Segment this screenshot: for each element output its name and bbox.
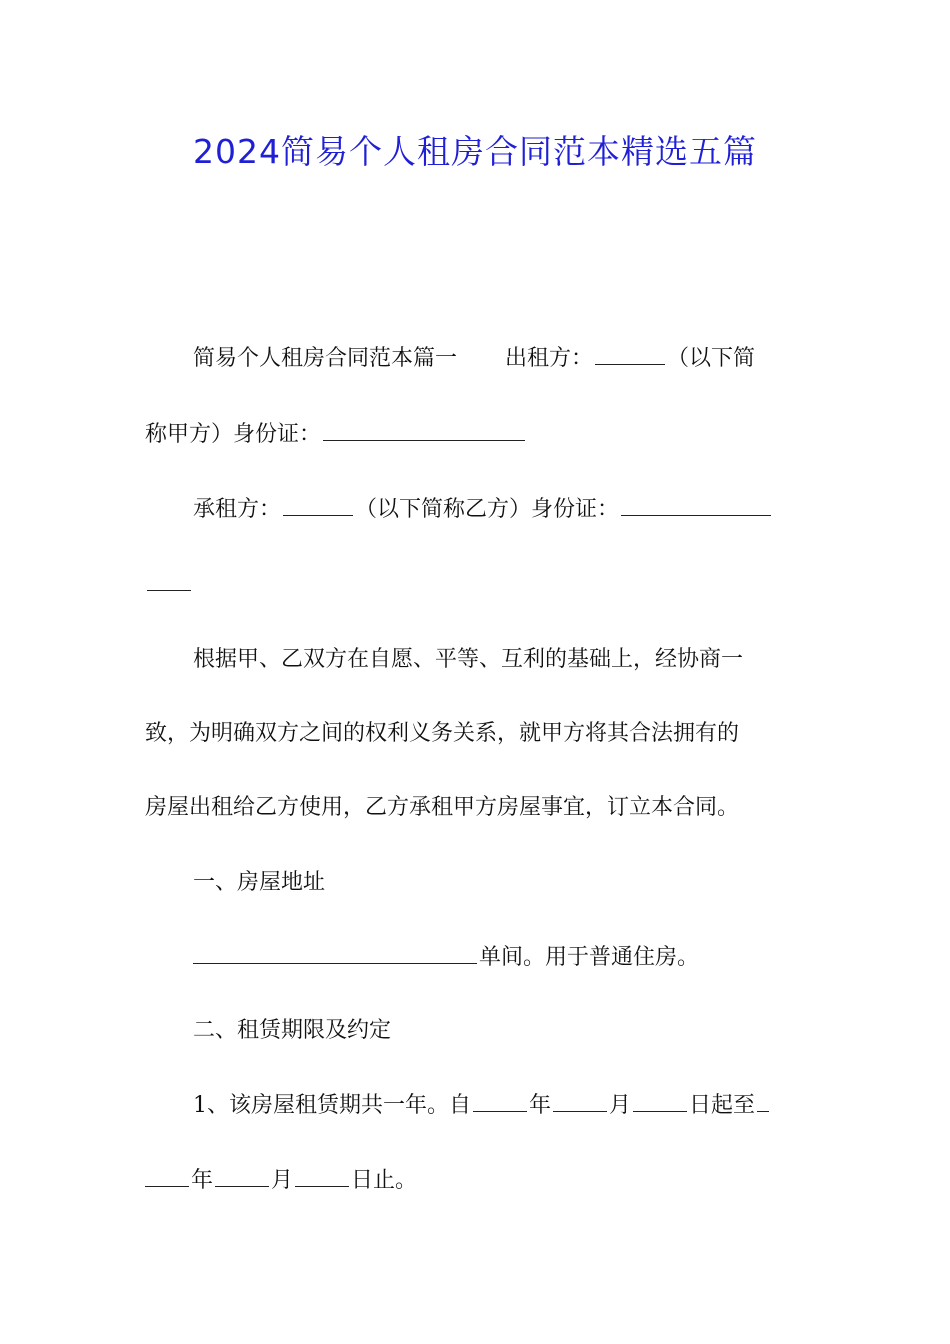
end-month-label: 月: [271, 1168, 294, 1193]
lessee-label: 承租方：: [193, 497, 282, 522]
paragraph-line-7: 房屋出租给乙方使用，乙方承租甲方房屋事宜，订立本合同。: [145, 795, 740, 820]
end-day-label: 日止。: [351, 1168, 418, 1193]
section-2-heading: 二、租赁期限及约定: [193, 1018, 392, 1043]
lessor-label: 出租方：: [505, 346, 594, 371]
end-year-blank-start: [757, 1087, 769, 1112]
year-label: 年: [529, 1093, 552, 1118]
paragraph-line-2: [145, 415, 810, 455]
lessee-id-label: （以下简称乙方）身份证：: [355, 497, 620, 522]
lessor-name-blank: [595, 340, 665, 365]
address-blank: [193, 939, 477, 964]
start-year-blank: [473, 1087, 527, 1112]
paragraph-line-1: [193, 339, 810, 379]
lessee-id-blank: [621, 491, 771, 516]
paragraph-line-3: [193, 490, 810, 530]
paragraph-line-9: [193, 938, 810, 978]
lessor-alias-text: （以下简: [667, 346, 756, 371]
section-heading: 简易个人租房合同范本篇一: [193, 346, 458, 371]
start-month-blank: [553, 1087, 607, 1112]
start-until-label: 日起至: [689, 1093, 756, 1118]
end-month-blank: [215, 1162, 269, 1187]
document-title: 2024简易个人租房合同范本精选五篇: [193, 132, 757, 171]
lessor-id-blank: [323, 416, 525, 441]
paragraph-line-12: [145, 1161, 810, 1201]
lessor-id-label: 称甲方）身份证：: [145, 422, 322, 447]
month-label: 月: [609, 1093, 632, 1118]
section-1-heading: 一、房屋地址: [193, 870, 326, 895]
lease-term-text: 1、该房屋租赁期共一年。自: [193, 1093, 471, 1118]
paragraph-line-11: [193, 1086, 810, 1126]
end-year-label: 年: [191, 1168, 214, 1193]
paragraph-line-5: 根据甲、乙双方在自愿、平等、互利的基础上，经协商一: [193, 647, 744, 672]
end-day-blank: [295, 1162, 349, 1187]
lessee-name-blank: [283, 491, 353, 516]
paragraph-line-6: 致，为明确双方之间的权利义务关系，就甲方将其合法拥有的: [145, 721, 740, 746]
address-usage-text: 单间。用于普通住房。: [479, 945, 700, 970]
lessee-id-blank-continued: [147, 566, 191, 591]
paragraph-line-4: [145, 565, 810, 605]
end-year-blank: [145, 1162, 189, 1187]
start-day-blank: [633, 1087, 687, 1112]
